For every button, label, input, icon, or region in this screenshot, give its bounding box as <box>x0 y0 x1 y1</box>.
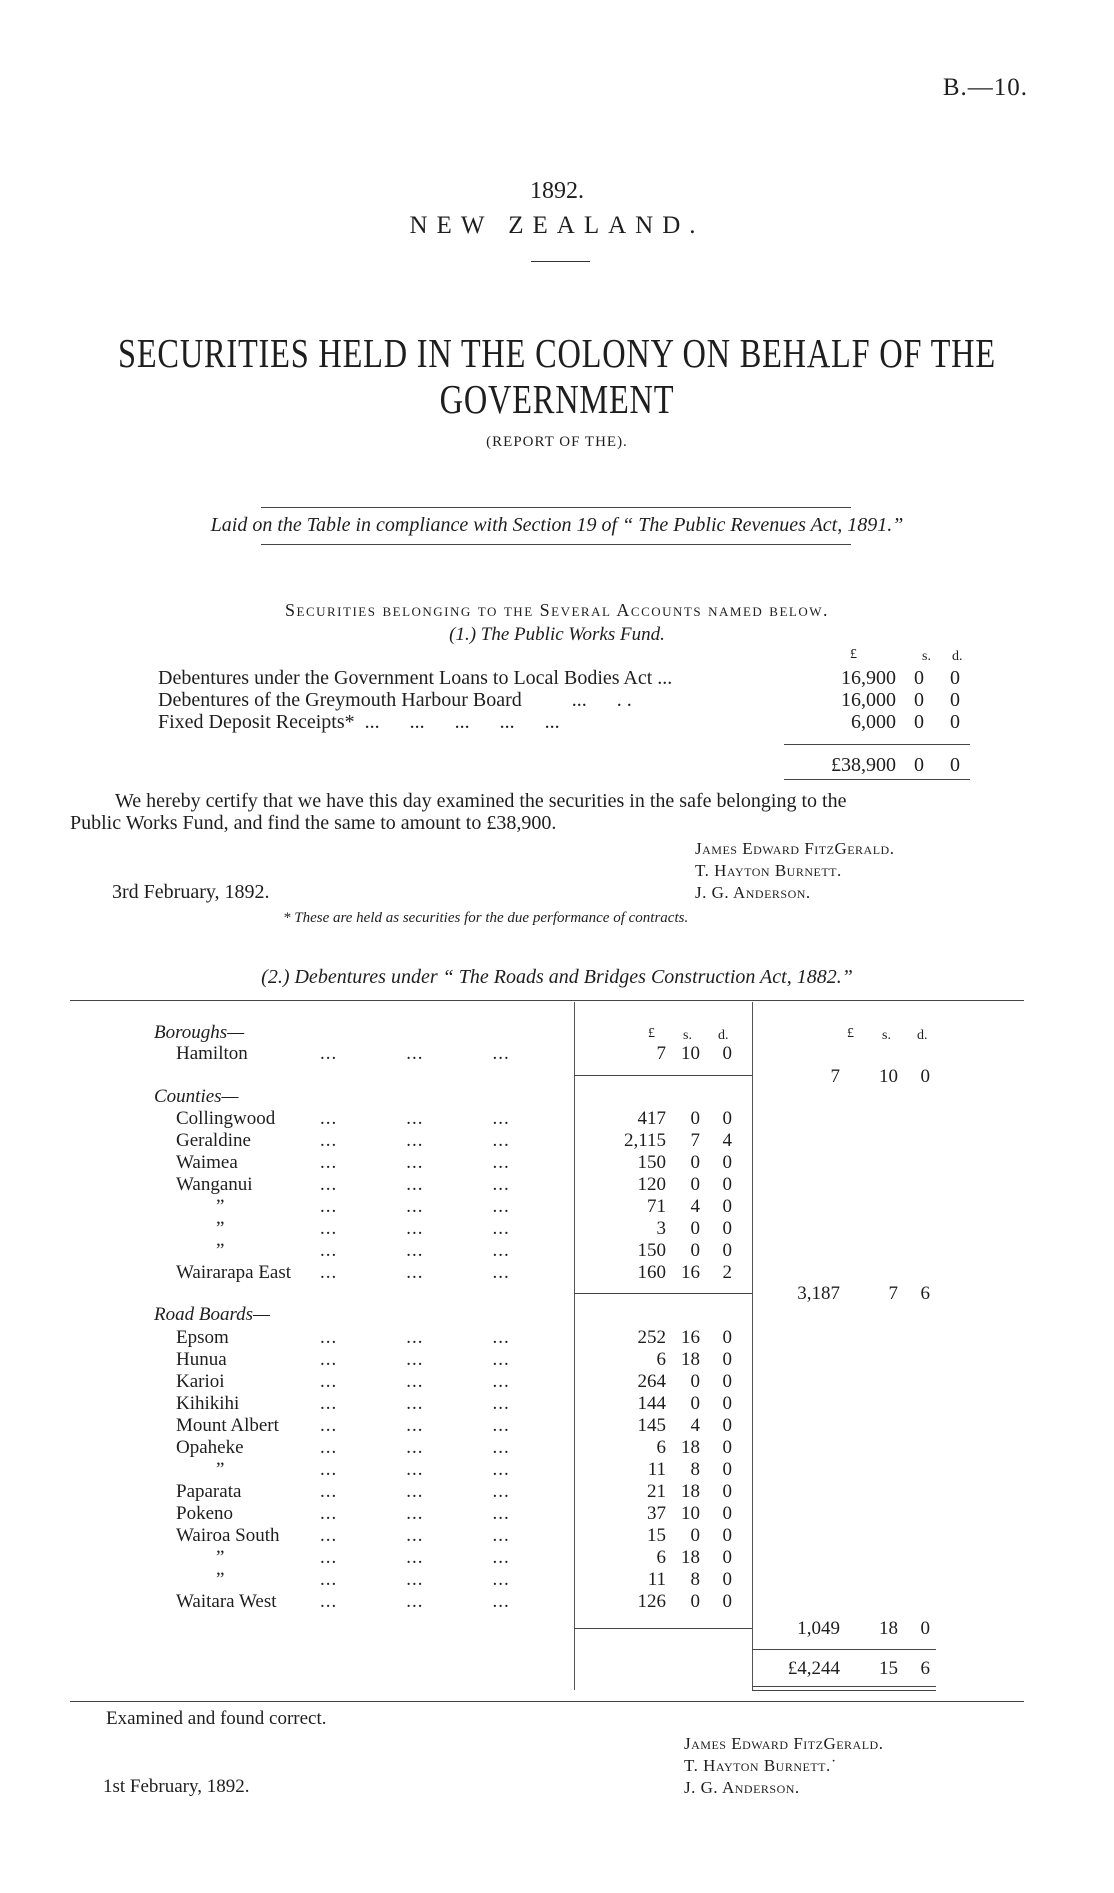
grand-total-pounds: £4,244 <box>787 1658 840 1679</box>
row-pence: 2 <box>722 1262 732 1283</box>
subtotal-shillings: 18 <box>879 1618 898 1639</box>
row-shillings: 4 <box>690 1415 700 1436</box>
title-line-1: SECURITIES HELD IN THE COLONY ON BEHALF OF THE <box>118 330 996 376</box>
subtotal-rule <box>574 1628 752 1629</box>
group-heading-counties: Counties— <box>154 1086 239 1107</box>
col-header-pence: d. <box>718 1028 729 1043</box>
row-pounds: 3 <box>656 1218 666 1239</box>
leader-dots: ... ... ... <box>320 1481 510 1502</box>
group-heading-boroughs: Boroughs— <box>154 1022 245 1043</box>
row-name: Waitara West <box>176 1591 277 1612</box>
row-pounds: 11 <box>647 1569 666 1590</box>
leader-dots: ... ... ... <box>320 1415 510 1436</box>
leader-dots: ... ... ... <box>320 1591 510 1612</box>
date: 3rd February, 1892. <box>112 881 270 903</box>
row-pounds: 150 <box>637 1240 666 1261</box>
row-shillings: 10 <box>681 1043 700 1064</box>
row-pence: 0 <box>722 1240 732 1261</box>
p1-total-shillings: 0 <box>914 754 924 776</box>
row-pounds: 417 <box>637 1108 666 1129</box>
col-header-pence: d. <box>952 649 963 664</box>
subtotal-pounds: 1,049 <box>797 1618 840 1639</box>
p1-row-label: Fixed Deposit Receipts* ... ... ... ... ... <box>158 711 560 733</box>
row-pounds: 7 <box>656 1043 666 1064</box>
row-shillings: 0 <box>690 1371 700 1392</box>
total-rule <box>752 1690 936 1691</box>
leader-dots: ... ... ... <box>320 1196 510 1217</box>
subtotal-shillings: 10 <box>879 1066 898 1087</box>
p1-row-pounds: 16,000 <box>841 689 896 711</box>
row-pence: 0 <box>722 1437 732 1458</box>
row-shillings: 0 <box>690 1218 700 1239</box>
row-name: ” <box>216 1196 225 1217</box>
row-name: Kihikihi <box>176 1393 240 1414</box>
col-header-pence: d. <box>917 1028 928 1043</box>
leader-dots: ... ... ... <box>320 1459 510 1480</box>
page-reference: B.—10. <box>942 74 1028 101</box>
p1-row-label: Debentures of the Greymouth Harbour Board ... . . <box>158 689 632 711</box>
row-pence: 0 <box>722 1108 732 1129</box>
row-shillings: 0 <box>690 1174 700 1195</box>
col-header-shillings: s. <box>922 649 931 664</box>
p1-row-shillings: 0 <box>914 711 924 733</box>
row-pounds: 37 <box>647 1503 666 1524</box>
row-pence: 0 <box>722 1371 732 1392</box>
subtotal-shillings: 7 <box>888 1283 898 1304</box>
row-pence: 0 <box>722 1591 732 1612</box>
grand-total-shillings: 15 <box>879 1658 898 1679</box>
row-shillings: 8 <box>690 1569 700 1590</box>
row-shillings: 0 <box>690 1108 700 1129</box>
row-pence: 4 <box>722 1130 732 1151</box>
row-pounds: 145 <box>637 1415 666 1436</box>
divider <box>261 507 851 508</box>
row-pence: 0 <box>722 1349 732 1370</box>
row-pounds: 11 <box>647 1459 666 1480</box>
certification-line-1: We hereby certify that we have this day examined the securities in the safe belonging to the <box>115 790 847 812</box>
row-pounds: 150 <box>637 1152 666 1173</box>
row-name: Wairarapa East <box>176 1262 292 1283</box>
row-name: ” <box>216 1459 225 1480</box>
leader-dots: ... ... ... <box>320 1569 510 1590</box>
row-shillings: 0 <box>690 1240 700 1261</box>
row-name: Collingwood <box>176 1108 276 1129</box>
subtotal-pence: 6 <box>920 1283 930 1304</box>
footnote: * These are held as securities for the due performance of contracts. <box>283 910 689 926</box>
row-name: Hunua <box>176 1349 227 1370</box>
signatory: T. Hayton Burnett.˙ <box>684 1756 837 1775</box>
row-pence: 0 <box>722 1569 732 1590</box>
row-name: ” <box>216 1569 225 1590</box>
leader-dots: ... ... ... <box>320 1108 510 1129</box>
row-name: ” <box>216 1240 225 1261</box>
row-pence: 0 <box>722 1196 732 1217</box>
row-pence: 0 <box>722 1218 732 1239</box>
signatory: J. G. Anderson. <box>695 883 811 902</box>
row-name: Geraldine <box>176 1130 251 1151</box>
part2-title: (2.) Debentures under “ The Roads and Bridges Construction Act, 1882.” <box>261 966 853 988</box>
signatory: T. Hayton Burnett. <box>695 861 842 880</box>
certification-line-2: Public Works Fund, and find the same to amount to £38,900. <box>70 812 557 834</box>
row-pounds: 71 <box>647 1196 666 1217</box>
total-rule <box>784 779 970 780</box>
group-heading-road-boards: Road Boards— <box>154 1304 270 1325</box>
leader-dots: ... ... ... <box>320 1371 510 1392</box>
p1-row-pence: 0 <box>950 711 960 733</box>
row-shillings: 18 <box>681 1481 700 1502</box>
row-name: ” <box>216 1218 225 1239</box>
document-title <box>117 330 997 422</box>
grand-total-pence: 6 <box>920 1658 930 1679</box>
row-shillings: 7 <box>690 1130 700 1151</box>
row-pounds: 2,115 <box>623 1130 666 1151</box>
p1-row-shillings: 0 <box>914 689 924 711</box>
leader-dots: ... ... ... <box>320 1218 510 1239</box>
row-pence: 0 <box>722 1503 732 1524</box>
row-pounds: 126 <box>637 1591 666 1612</box>
row-pence: 0 <box>722 1459 732 1480</box>
row-pounds: 21 <box>647 1481 666 1502</box>
part1-title: (1.) The Public Works Fund. <box>449 624 665 645</box>
row-shillings: 8 <box>690 1459 700 1480</box>
leader-dots: ... ... ... <box>320 1349 510 1370</box>
row-shillings: 16 <box>681 1327 700 1348</box>
total-rule <box>752 1649 936 1650</box>
p1-row-pounds: 6,000 <box>851 711 896 733</box>
subtotal-pounds: 3,187 <box>797 1283 840 1304</box>
date: 1st February, 1892. <box>103 1776 250 1797</box>
p1-total-pence: 0 <box>950 754 960 776</box>
row-pence: 0 <box>722 1525 732 1546</box>
row-name: Wairoa South <box>176 1525 280 1546</box>
subtotal-rule <box>574 1293 752 1294</box>
subtotal-pence: 0 <box>920 1618 930 1639</box>
leader-dots: ... ... ... <box>320 1503 510 1524</box>
row-pence: 0 <box>722 1327 732 1348</box>
leader-dots: ... ... ... <box>320 1327 510 1348</box>
divider <box>531 261 590 262</box>
column-divider <box>574 1002 575 1690</box>
signatory: James Edward FitzGerald. <box>695 839 895 858</box>
row-pounds: 264 <box>637 1371 666 1392</box>
row-name: Paparata <box>176 1481 242 1502</box>
document-subtitle: (REPORT OF THE). <box>486 434 628 450</box>
leader-dots: ... ... ... <box>320 1240 510 1261</box>
row-name: Hamilton <box>176 1043 248 1064</box>
leader-dots: ... ... ... <box>320 1130 510 1151</box>
row-pence: 0 <box>722 1174 732 1195</box>
row-pounds: 144 <box>637 1393 666 1414</box>
laid-on-table-note: Laid on the Table in compliance with Section 19 of “ The Public Revenues Act, 1891.” <box>210 514 904 536</box>
row-shillings: 10 <box>681 1503 700 1524</box>
row-pence: 0 <box>722 1415 732 1436</box>
country-heading: NEW ZEALAND. <box>409 212 705 239</box>
row-pence: 0 <box>722 1043 732 1064</box>
column-divider <box>752 1002 753 1690</box>
title-line-2: GOVERNMENT <box>439 376 675 422</box>
subtotal-rule <box>574 1075 752 1076</box>
signatory: James Edward FitzGerald. <box>684 1734 884 1753</box>
col-header-shillings: s. <box>882 1028 891 1043</box>
row-shillings: 18 <box>681 1349 700 1370</box>
row-shillings: 0 <box>690 1152 700 1173</box>
p1-row-label: Debentures under the Government Loans to Local Bodies Act ... <box>158 667 673 689</box>
row-pounds: 6 <box>656 1349 666 1370</box>
row-pence: 0 <box>722 1152 732 1173</box>
p1-row-pounds: 16,900 <box>841 667 896 689</box>
col-header-shillings: s. <box>683 1028 692 1043</box>
leader-dots: ... ... ... <box>320 1043 510 1064</box>
leader-dots: ... ... ... <box>320 1152 510 1173</box>
col-header-pounds: £ <box>847 1026 854 1041</box>
row-shillings: 18 <box>681 1437 700 1458</box>
row-pounds: 6 <box>656 1437 666 1458</box>
row-pounds: 160 <box>637 1262 666 1283</box>
row-name: Karioi <box>176 1371 225 1392</box>
total-rule <box>784 744 970 745</box>
examined-note: Examined and found correct. <box>106 1708 327 1729</box>
row-shillings: 0 <box>690 1591 700 1612</box>
row-pounds: 15 <box>647 1525 666 1546</box>
leader-dots: ... ... ... <box>320 1393 510 1414</box>
row-name: Pokeno <box>176 1503 233 1524</box>
signatory: J. G. Anderson. <box>684 1778 800 1797</box>
row-shillings: 0 <box>690 1525 700 1546</box>
document-year: 1892. <box>530 178 584 204</box>
row-pence: 0 <box>722 1547 732 1568</box>
table-top-rule <box>70 1000 1024 1001</box>
p1-row-pence: 0 <box>950 689 960 711</box>
row-shillings: 0 <box>690 1393 700 1414</box>
leader-dots: ... ... ... <box>320 1547 510 1568</box>
row-name: ” <box>216 1547 225 1568</box>
leader-dots: ... ... ... <box>320 1525 510 1546</box>
leader-dots: ... ... ... <box>320 1174 510 1195</box>
row-pence: 0 <box>722 1481 732 1502</box>
row-pence: 0 <box>722 1393 732 1414</box>
col-header-pounds: £ <box>850 647 857 662</box>
total-rule <box>752 1686 936 1687</box>
section-heading: Securities belonging to the Several Accounts named below. <box>285 600 829 620</box>
p1-row-pence: 0 <box>950 667 960 689</box>
col-header-pounds: £ <box>648 1026 655 1041</box>
row-pounds: 120 <box>637 1174 666 1195</box>
subtotal-pence: 0 <box>920 1066 930 1087</box>
row-name: Wanganui <box>176 1174 253 1195</box>
p1-row-shillings: 0 <box>914 667 924 689</box>
leader-dots: ... ... ... <box>320 1262 510 1283</box>
row-name: Mount Albert <box>176 1415 279 1436</box>
row-shillings: 18 <box>681 1547 700 1568</box>
row-shillings: 16 <box>681 1262 700 1283</box>
row-shillings: 4 <box>690 1196 700 1217</box>
row-name: Epsom <box>176 1327 229 1348</box>
row-name: Waimea <box>176 1152 238 1173</box>
subtotal-pounds: 7 <box>830 1066 840 1087</box>
p1-total-pounds: £38,900 <box>831 754 896 776</box>
table-bottom-rule <box>70 1701 1024 1702</box>
row-pounds: 252 <box>637 1327 666 1348</box>
row-pounds: 6 <box>656 1547 666 1568</box>
leader-dots: ... ... ... <box>320 1437 510 1458</box>
divider <box>261 544 851 545</box>
row-name: Opaheke <box>176 1437 244 1458</box>
